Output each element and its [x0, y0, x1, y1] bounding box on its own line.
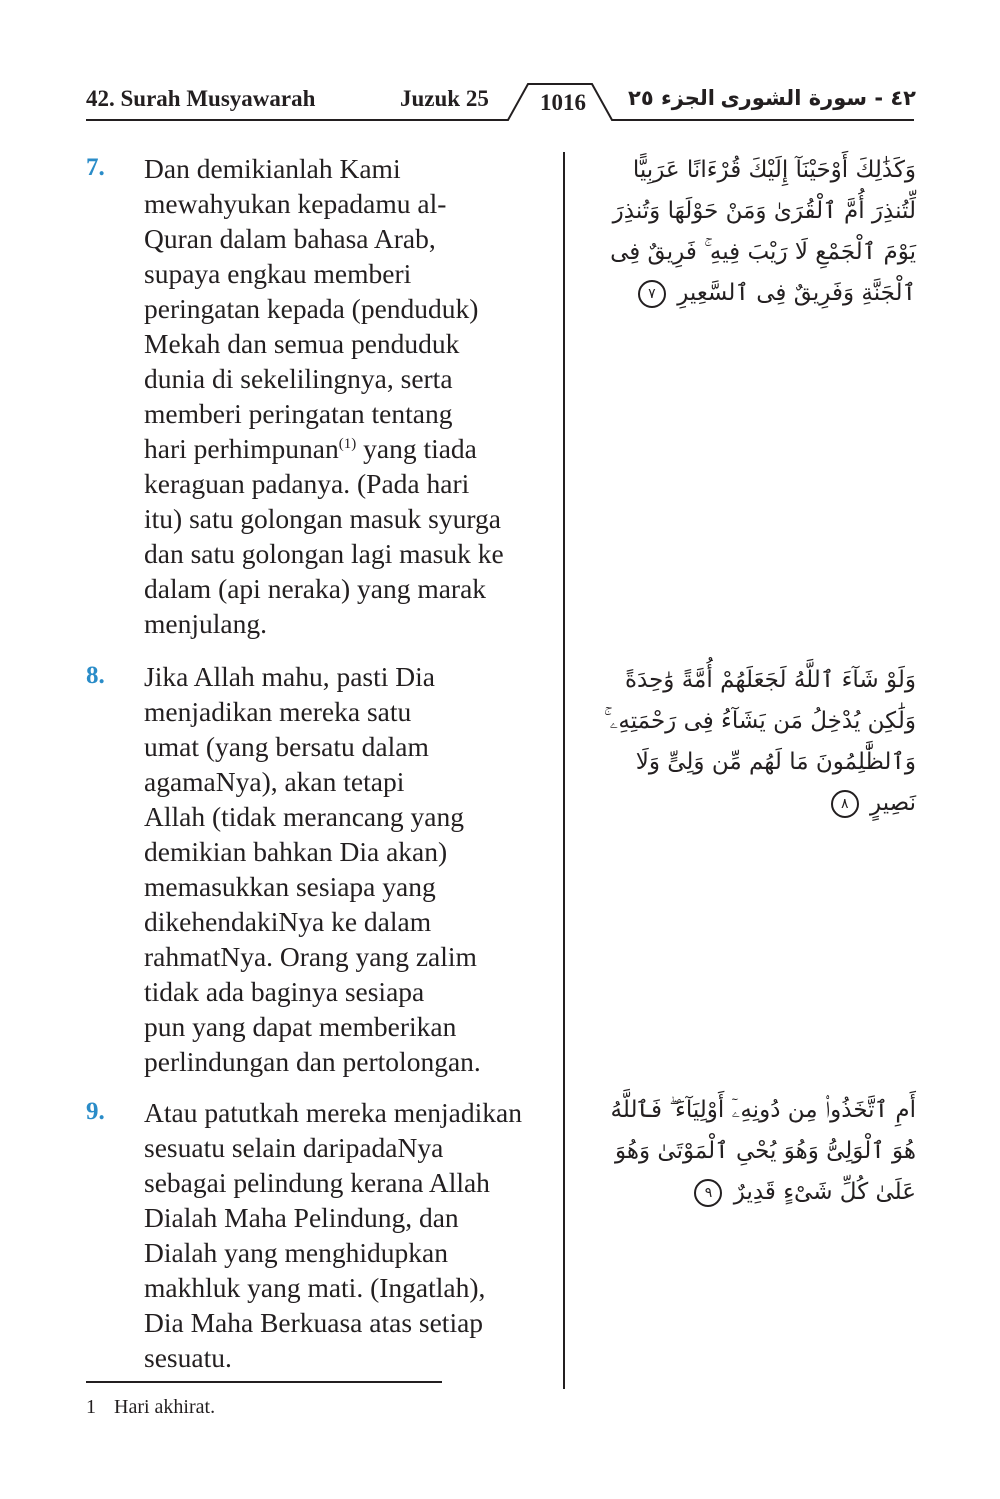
verse-number: 7.: [86, 154, 105, 181]
ayah-number-marker: ٩: [694, 1179, 722, 1207]
verse-translation: Atau patutkah mereka menjadikan sesuatu selain daripadaNya sebagai pelindung kerana Allah Dialah Maha Pelindung, dan Dialah yang menghidupkan makhluk yang mati. (Ingatlah), Dia Maha Berkuasa atas setiap sesuatu.: [144, 1097, 522, 1373]
footnote-rule: [86, 1381, 442, 1383]
verse-translation: [144, 151, 564, 641]
verse-translation: Jika Allah mahu, pasti Dia menjadikan mereka satu umat (yang bersatu dalam agamaNya), akan tetapi Allah (tidak merancang yang demikian bahkan Dia akan) memasukkan sesiapa yang dikehendakiNya ke dalam rahmatNya. Orang yang zalim tidak ada baginya sesiapa pun yang dapat memberikan perlindungan dan pertolongan.: [144, 661, 481, 1077]
arabic-text: أَمِ ٱتَّخَذُوا۟ مِن دُونِهِۦٓ أَوْلِيَآءَ ۖ فَٱللَّهُ هُوَ ٱلْوَلِىُّ وَهُوَ يُحْىِ ٱلْمَوْتَىٰ وَهُوَ عَلَىٰ كُلِّ شَىْءٍ قَدِيرٌ: [610, 1097, 916, 1205]
footnote: [86, 1396, 215, 1419]
footnote-ref: (1): [338, 435, 357, 452]
ayah-number-marker: ٧: [638, 280, 666, 308]
arabic-verse: [586, 660, 916, 824]
verse-number: 9.: [86, 1098, 105, 1125]
surah-title-ar: ٤٢ - سورة الشورى: [720, 86, 916, 110]
arabic-text: وَكَذَٰلِكَ أَوْحَيْنَآ إِلَيْكَ قُرْءَانًا عَرَبِيًّا لِّتُنذِرَ أُمَّ ٱلْقُرَىٰ وَمَنْ حَوْلَهَا وَتُنذِرَ يَوْمَ ٱلْجَمْعِ لَا رَيْبَ فِيهِ ۚ فَرِيقٌ فِى ٱلْجَنَّةِ وَفَرِيقٌ فِى ٱلسَّعِيرِ: [610, 157, 916, 306]
verse-number: 8.: [86, 662, 105, 689]
juz-label-en: Juzuk 25: [400, 86, 489, 111]
surah-title-en: 42. Surah Musyawarah: [86, 86, 316, 111]
arabic-verse: [586, 1090, 916, 1213]
verse-text-part: Dan demikianlah Kami mewahyukan kepadamu al- Quran dalam bahasa Arab, supaya engkau memberi peringatan kepada (penduduk) Mekah dan semua penduduk dunia di sekelilingnya, serta memberi peringatan tentang hari perhimpunan: [144, 153, 479, 464]
header-rule: [0, 0, 1000, 130]
juz-label-ar: الجزء ٢٥: [628, 86, 715, 110]
footnote-text: Hari akhirat.: [114, 1396, 216, 1418]
arabic-text: وَلَوْ شَآءَ ٱللَّهُ لَجَعَلَهُمْ أُمَّةً وَٰحِدَةً وَلَٰكِن يُدْخِلُ مَن يَشَآءُ فِى رَحْمَتِهِۦ ۚ وَٱلظَّٰلِمُونَ مَا لَهُم مِّن وَلِىٍّ وَلَا نَصِيرٍ: [603, 667, 916, 816]
ayah-number-marker: ٨: [831, 790, 859, 818]
verse-text-part: yang tiada keraguan padanya. (Pada hari itu) satu golongan masuk syurga dan satu golongan lagi masuk ke dalam (api neraka) yang marak menjulang.: [144, 433, 504, 639]
footnote-number: 1: [86, 1396, 96, 1418]
arabic-verse: [586, 150, 916, 314]
page-number: 1016: [540, 90, 586, 115]
